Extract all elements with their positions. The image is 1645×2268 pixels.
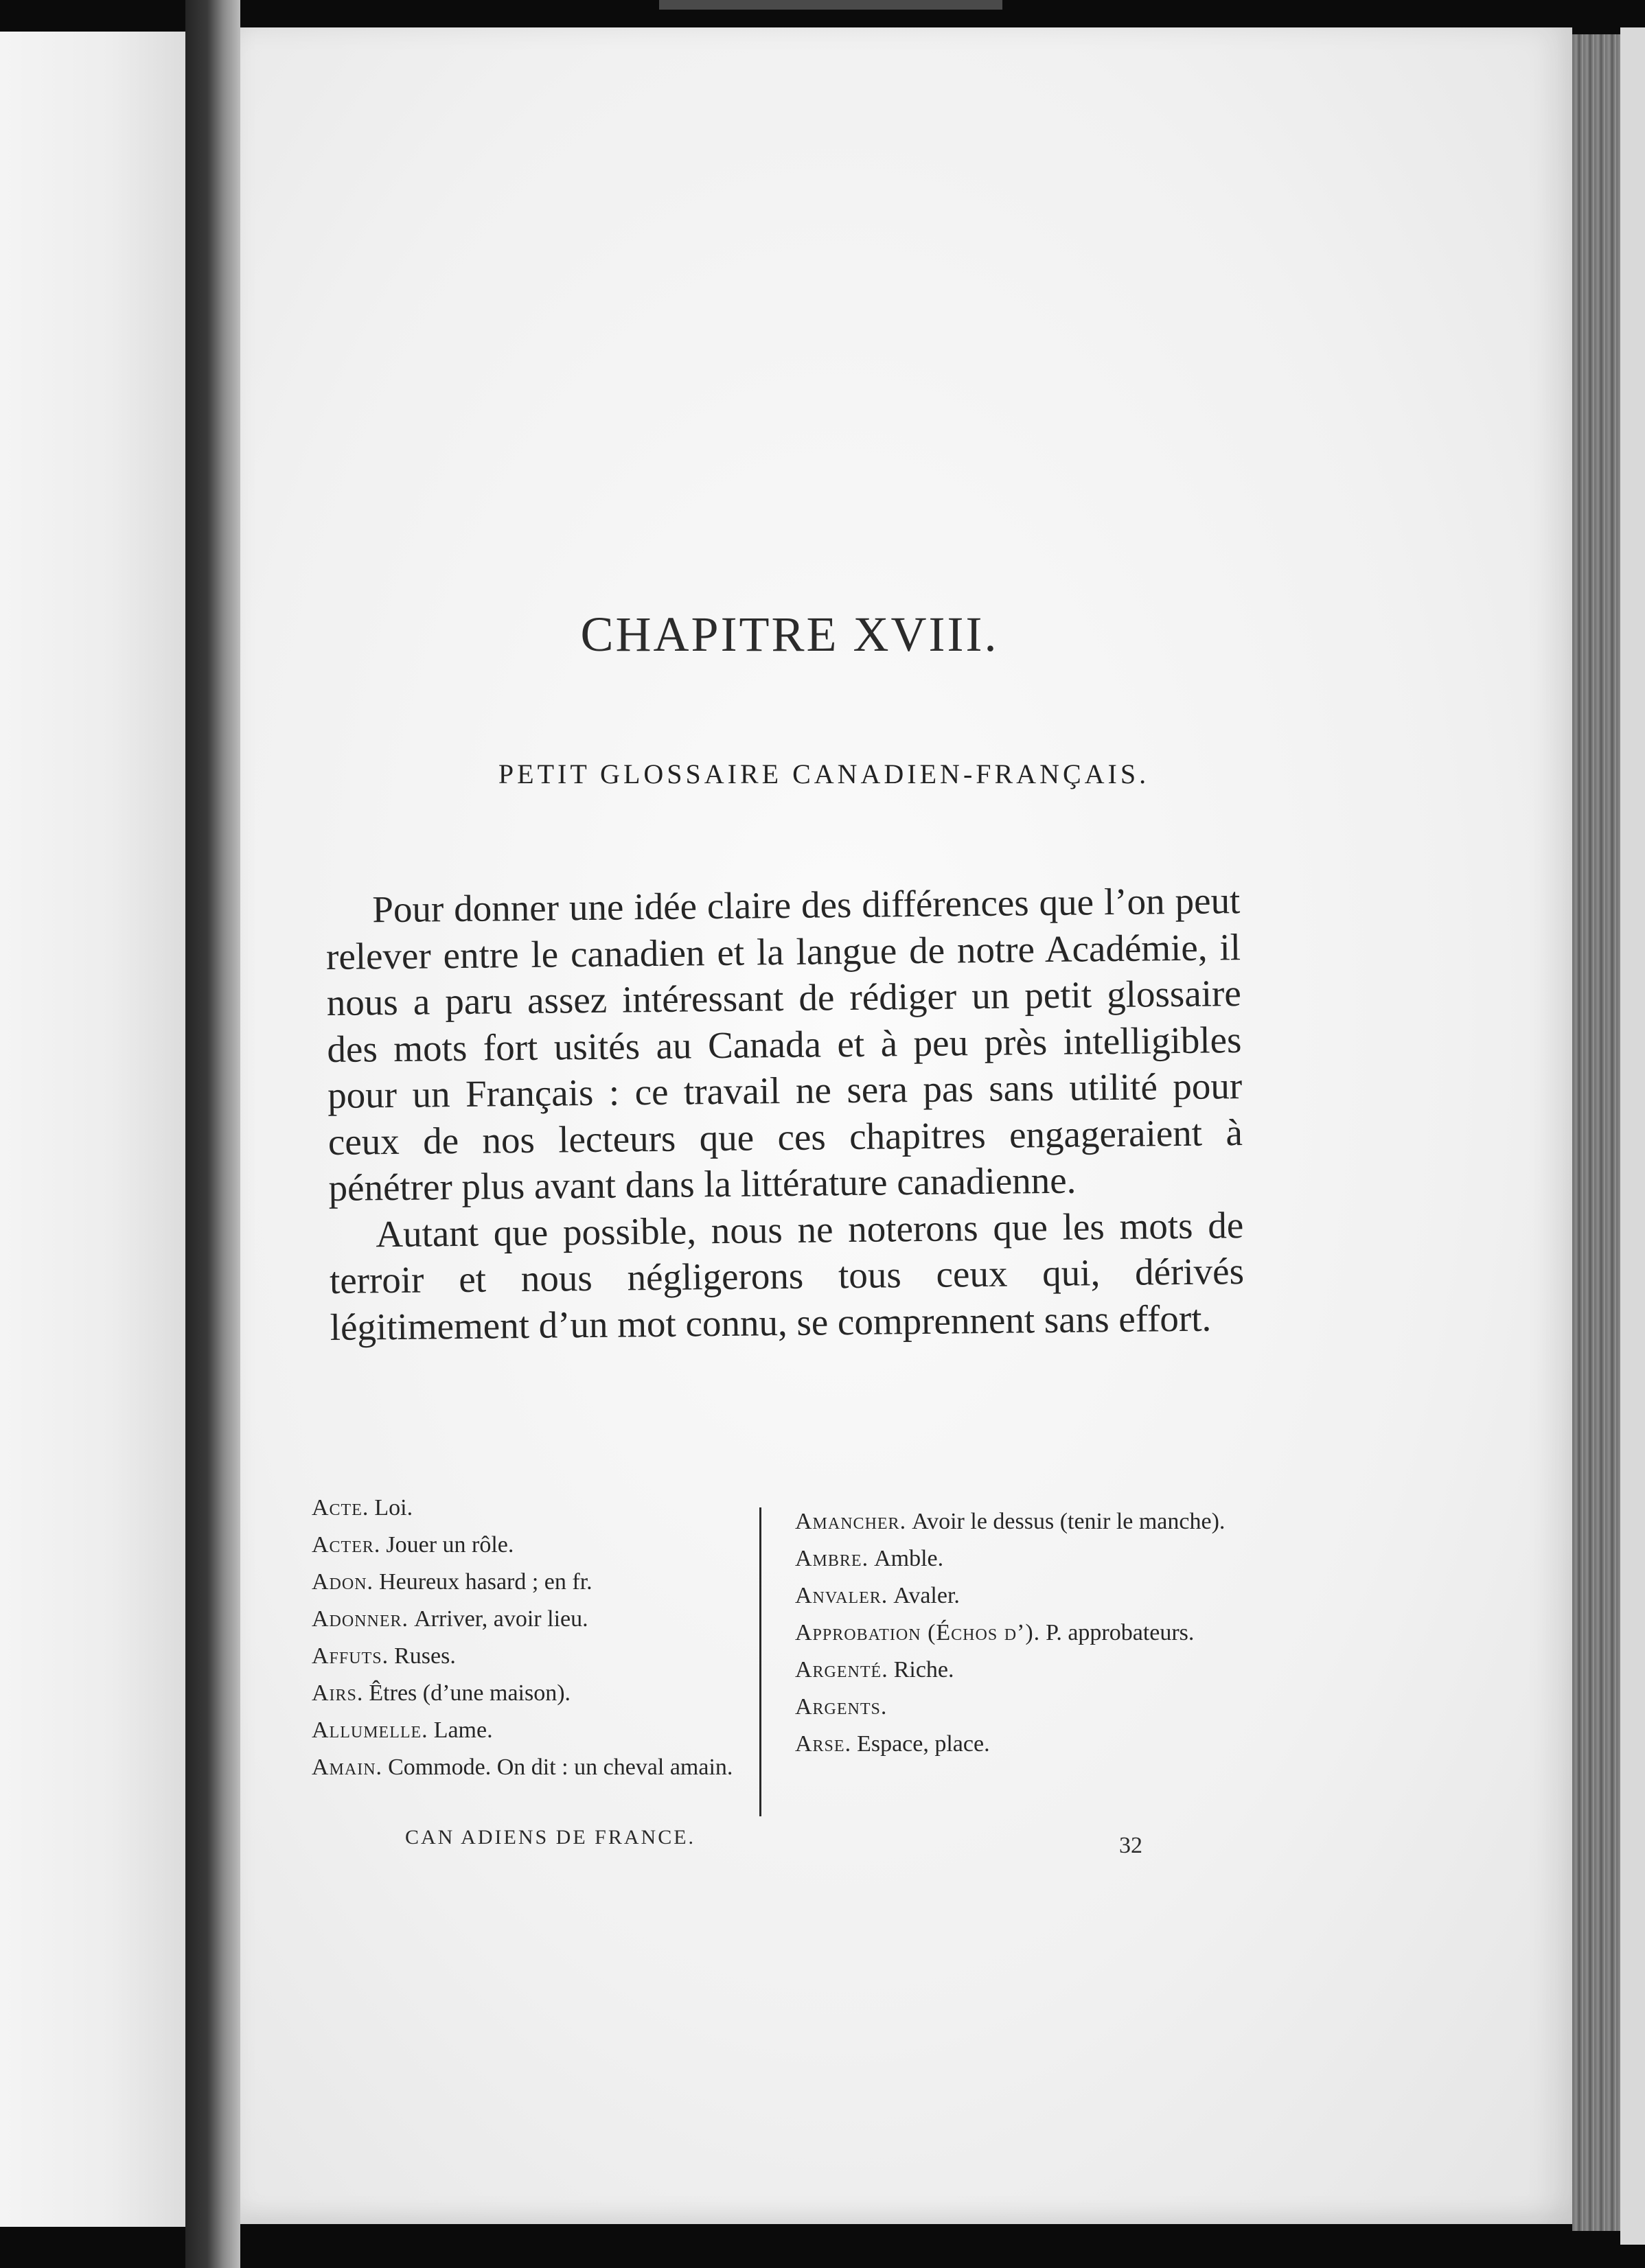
glossary-definition: Commode. On dit : un cheval amain. <box>388 1755 733 1780</box>
book-gutter <box>185 0 240 2268</box>
glossary-right-column <box>795 1503 1234 1763</box>
paragraph: Pour donner une idée claire des différences que l’on peut relever entre le canadien et la langue de notre Académie, il nous a paru assez intéressant de rédiger un petit glossaire des mots fort usités au Canada et à peu près intelligibles pour un Français : ce travail ne sera pas sans utilité pour ceux de nos lecteurs que ces chapitres engageraient à pénétrer plus avant dans la littérature canadienne. <box>325 879 1243 1209</box>
column-divider <box>759 1507 761 1816</box>
glossary-term: Amancher. <box>795 1509 907 1534</box>
glossary-definition: Lame. <box>433 1717 493 1743</box>
glossary-term: Airs. <box>312 1680 364 1706</box>
glossary-term: Anvaler. <box>795 1583 888 1608</box>
glossary-entry <box>312 1601 751 1638</box>
glossary-entry <box>312 1564 751 1601</box>
top-edge-strip <box>659 0 1002 10</box>
glossary-definition: Ruses. <box>394 1643 456 1669</box>
glossary-entry <box>312 1749 751 1786</box>
glossary-term: Argenté. <box>795 1657 888 1682</box>
glossary-definition: P. approbateurs. <box>1046 1620 1195 1645</box>
page-edges-end <box>1620 27 1645 2245</box>
glossary-definition: Riche. <box>893 1657 954 1682</box>
glossary-entry <box>795 1503 1234 1540</box>
glossary-term: Acter. <box>312 1532 381 1558</box>
glossary-definition: Heureux hasard ; en fr. <box>379 1569 593 1595</box>
glossary-entry <box>795 1652 1234 1689</box>
glossary-term: Adonner. <box>312 1606 409 1632</box>
glossary-definition: Amble. <box>874 1546 944 1571</box>
glossary-definition: Avaler. <box>893 1583 960 1608</box>
glossary-entry <box>795 1689 1234 1726</box>
paragraph: Autant que possible, nous ne noterons que les mots de terroir et nous négligerons tous ceux qui, dérivés légitimement d’un mot connu, se comprennent sans effort. <box>329 1203 1245 1348</box>
glossary-entry <box>312 1527 751 1564</box>
glossary-entry <box>795 1615 1234 1652</box>
facing-page <box>0 32 185 2227</box>
glossary-entry <box>312 1638 751 1675</box>
intro-text <box>325 877 1245 1350</box>
glossary-term: Approbation (Échos d’). <box>795 1620 1041 1645</box>
glossary-entry <box>795 1577 1234 1615</box>
glossary-left-column <box>312 1490 751 1786</box>
glossary-term: Allumelle. <box>312 1717 428 1743</box>
glossary-term: Arse. <box>795 1731 852 1757</box>
sheet-number: 32 <box>1119 1833 1142 1858</box>
glossary-entry <box>312 1712 751 1749</box>
glossary-definition: Arriver, avoir lieu. <box>414 1606 588 1632</box>
glossary-definition: Loi. <box>374 1495 413 1520</box>
page-edges <box>1572 34 1620 2231</box>
glossary-term: Argents. <box>795 1694 888 1720</box>
glossary-term: Adon. <box>312 1569 374 1595</box>
signature-mark: CAN ADIENS DE FRANCE. <box>405 1826 696 1849</box>
glossary-term: Ambre. <box>795 1546 869 1571</box>
glossary-entry <box>795 1540 1234 1577</box>
glossary-entry <box>795 1726 1234 1763</box>
glossary-entry <box>312 1490 751 1527</box>
glossary-definition: Espace, place. <box>857 1731 990 1757</box>
chapter-subtitle: PETIT GLOSSAIRE CANADIEN-FRANÇAIS. <box>498 759 1150 789</box>
glossary-definition: Êtres (d’une maison). <box>369 1680 571 1706</box>
glossary-definition: Jouer un rôle. <box>386 1532 514 1558</box>
glossary-term: Amain. <box>312 1755 383 1780</box>
glossary-definition: Avoir le dessus (tenir le manche). <box>912 1509 1226 1534</box>
glossary-entry <box>312 1675 751 1712</box>
glossary-term: Affuts. <box>312 1643 389 1669</box>
chapter-title: CHAPITRE XVIII. <box>580 607 999 662</box>
glossary-term: Acte. <box>312 1495 369 1520</box>
